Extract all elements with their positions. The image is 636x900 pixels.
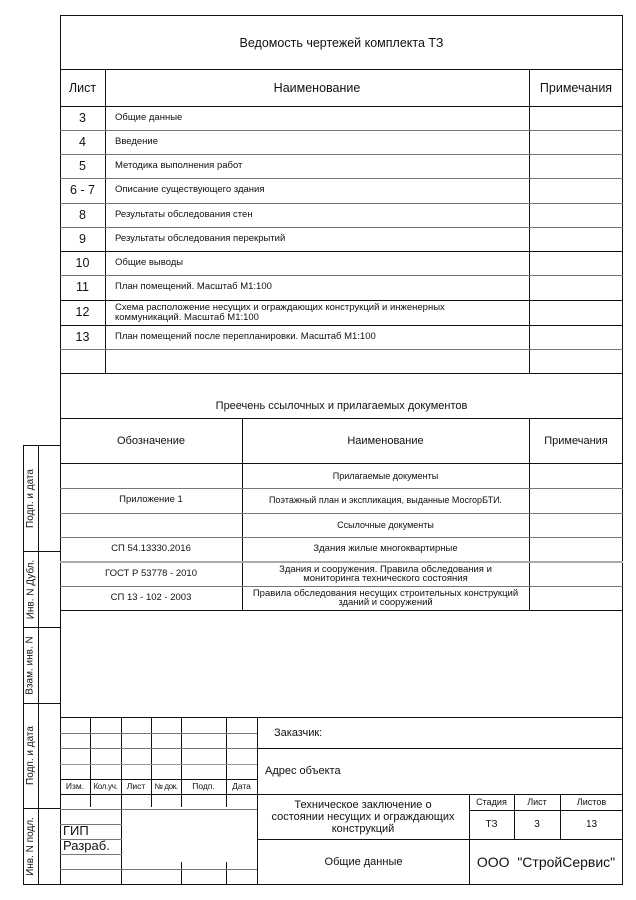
company-name: ООО "СтройСервис" <box>476 853 616 870</box>
divider <box>121 717 122 884</box>
document-title: Техническое заключение о состоянии несущих и ограждающих конструкций <box>271 798 455 836</box>
doc-name: Прилагаемые документы <box>332 470 439 481</box>
doc-designation <box>60 513 242 537</box>
doc-designation: СП 13 - 102 - 2003 <box>110 591 192 603</box>
divider <box>60 854 122 855</box>
role-chief-engineer: ГИП <box>63 823 89 839</box>
doc-designation: СП 54.13330.2016 <box>111 542 191 554</box>
customer-label: Заказчик: <box>274 726 323 739</box>
col-header-doc-no: № док. <box>154 781 178 791</box>
divider <box>60 794 257 795</box>
row-sheet: 12 <box>75 305 90 320</box>
doc-name: Правила обследования несущих строительных конструкций зданий и сооружений <box>252 587 519 608</box>
header-name: Наименование <box>273 81 361 96</box>
row-sheet: 13 <box>75 329 90 344</box>
divider <box>529 418 530 610</box>
row-name: Введение <box>115 135 159 147</box>
doc-name: Поэтажный план и экспликация, выданные МосгорБТИ. <box>268 495 503 506</box>
row-sheet: 3 <box>79 111 86 126</box>
divider <box>529 70 530 373</box>
row-sheet: 6 - 7 <box>69 183 95 198</box>
row-name: Общие данные <box>115 112 183 124</box>
divider <box>60 869 257 870</box>
row-name: Общие выводы <box>115 256 184 268</box>
col-header-signature: Подп. <box>192 780 215 791</box>
col-header-count: Кол.уч. <box>93 781 118 791</box>
row-name: Результаты обследования перекрытий <box>115 232 286 244</box>
drawings-list-title: Ведомость чертежей комплекта ТЗ <box>239 36 444 51</box>
row-sheet: 11 <box>76 280 89 295</box>
header-doc-name: Наименование <box>347 434 424 447</box>
row-sheet <box>60 349 105 373</box>
row-name: Схема расположение несущих и ограждающих конструкций и инженерных коммуникаций. Масштаб М1:100 <box>115 301 445 323</box>
side-label-replace-inv: Взам. инв. N <box>25 635 37 695</box>
stage-value: ТЗ <box>485 819 498 831</box>
side-label-dup-inv: Инв. N Дубл. <box>25 559 37 619</box>
doc-designation: ГОСТ Р 53778 - 2010 <box>105 567 197 579</box>
sheet-title: Общие данные <box>324 855 403 868</box>
doc-name: Здания и сооружения. Правила обследования и мониторинга технического состояния <box>279 563 492 584</box>
row-sheet: 8 <box>79 207 86 222</box>
side-label-orig-inv: Инв. N подл. <box>25 817 37 876</box>
documents-list-title: Преечень ссылочных и прилагаемых документов <box>215 400 468 413</box>
header-designation: Обозначение <box>116 434 186 447</box>
row-sheet: 4 <box>79 134 86 149</box>
header-sheet: Лист <box>68 81 97 96</box>
row-sheet: 10 <box>75 255 90 270</box>
sheets-value: 13 <box>585 819 598 831</box>
stage-header: Стадия <box>476 797 507 808</box>
col-header-sheet: Лист <box>126 780 146 791</box>
divider <box>226 862 227 884</box>
role-developer: Разраб. <box>63 838 110 854</box>
divider <box>60 809 257 810</box>
row-name <box>105 349 529 373</box>
divider <box>181 862 182 884</box>
address-label: Адрес объекта <box>265 765 341 778</box>
divider <box>60 764 257 765</box>
divider <box>60 610 623 611</box>
doc-designation <box>60 464 242 488</box>
col-header-date: Дата <box>232 780 251 791</box>
col-header-change: Изм. <box>65 780 85 791</box>
divider <box>38 445 39 885</box>
doc-designation: Приложение 1 <box>119 494 183 506</box>
row-name: Описание существующего здания <box>115 184 265 196</box>
doc-name: Здания жилые многоквартирные <box>313 542 458 554</box>
sheets-header: Листов <box>576 797 607 808</box>
row-name: Результаты обследования стен <box>115 208 253 220</box>
row-name: План помещений после перепланировки. Масштаб М1:100 <box>115 330 376 342</box>
header-notes: Примечания <box>539 81 613 96</box>
row-sheet: 9 <box>79 231 86 246</box>
header-doc-notes: Примечания <box>544 434 608 447</box>
sheet-header: Лист <box>527 797 547 808</box>
side-label-sign-date-2: Подп. и дата <box>25 726 36 785</box>
divider <box>60 733 257 734</box>
row-name: План помещений. Масштаб М1:100 <box>115 281 272 293</box>
row-sheet: 5 <box>79 158 86 173</box>
divider <box>60 748 257 749</box>
row-name: Методика выполнения работ <box>115 159 243 171</box>
side-label-sign-date-1: Подп. и дата <box>25 468 36 528</box>
doc-name: Ссылочные документы <box>337 519 434 530</box>
sheet-value: 3 <box>534 819 540 831</box>
